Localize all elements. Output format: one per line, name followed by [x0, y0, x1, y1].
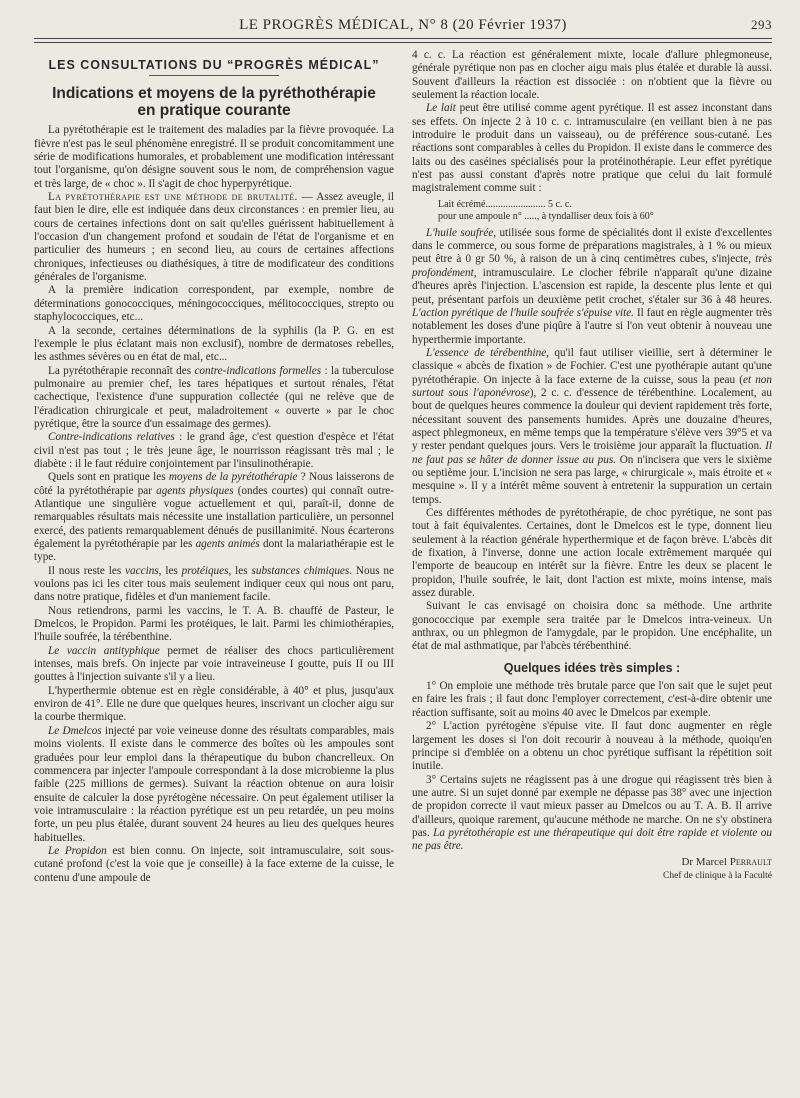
author-role: Chef de clinique à la Faculté: [663, 870, 772, 881]
recipe-formula: [412, 199, 772, 223]
article-title-line-1: Indications et moyens de la pyréthothérapie: [52, 85, 376, 103]
numbered-point: 1° On emploie une méthode très brutale parce que l'on sait que le sujet peut en faire les frais ; il faut donc l'employer correctement, c'est-à-dire obtenir une réaction suffisante, soit au moins 40 avec le Dmelcos par exemple.: [412, 680, 772, 719]
header-rule: [34, 38, 772, 43]
paragraph: Ces différentes méthodes de pyrétothérapie, de choc pyrétique, ne sont pas tout à fait équivalentes. Certaines, dont le Dmelcos est le type, donnent lieu seulement à la réaction générale hyperthermique et de façon brève. L'abcès dit de fixation, à l'inverse, donne une action locale extrêmement marquée qui l'emporte de beaucoup en intérêt sur la fièvre. Entre les deux se placent le propidon, l'huile soufrée, le lait, dont l'action est mixte, moins intense, mais assez durable.: [412, 507, 772, 600]
numbered-point: 2° L'action pyrétogène s'épuise vite. Il faut donc augmenter en règle largement les doses si l'on doit recourir à nouveau à la méthode, quoiqu'en principe si d'emblée on a obtenu un choc pyrétique suffisant la répétition soit inutile.: [412, 720, 772, 773]
paragraph: La pyrétothérapie est une méthode de brutalité. — Assez aveugle, il faut bien le dire, elle est indiquée dans deux circonstances : en premier lieu, au cours de certaines infections dont on sait qu'elles guérissent habituellement à l'occasion d'un changement profond et soudain de l'état de l'organisme et en particulier des humeurs ; en second lieu, au cours de certaines affections chroniques, infectieuses ou diathésiques, à titre de modificateur des conditions générales de l'organisme.: [34, 191, 394, 284]
paragraph: La pyrétothérapie est le traitement des maladies par la fièvre provoquée. La fièvre n'est pas le seul phénomène enregistré. Il se produit concomitamment une série de modifications humorales, et probablement une modification intéressant tout l'organisme, qu'on désigne souvent sous le nom, de compréhension vague et très large, de « choc ». Il s'agit de choc hyperpyrétique.: [34, 124, 394, 190]
paragraph: Le Propidon est bien connu. On injecte, soit intramusculaire, soit sous-cutané profond (c'est la voie que je conseille) à la face externe de la cuisse, le contenu d'une ampoule de: [34, 844, 394, 884]
numbered-point: 3° Certains sujets ne réagissent pas à une drogue qui réagissent très bien à une autre. Si un sujet donné par exemple ne dépasse pas 38° avec une injection de propidon correcte il vaut mieux passer au Dmelcos ou au T. A. B. Il arrive d'ailleurs, quoique rarement, qu'aucune méthode ne marche. On ne s'y obstinera pas. La pyrétothérapie est une thérapeutique qui doit être rapide et violente ou ne pas être.: [412, 773, 772, 853]
page-number: 293: [751, 17, 772, 32]
article-title: [34, 85, 394, 119]
paragraph: L'hyperthermie obtenue est en règle considérable, à 40° et plus, jusqu'aux environ de 41°. Elle ne dure que quelques heures, inscrivant un clocher aigu sur la courbe thermique.: [34, 684, 394, 724]
article-title-line-2: en pratique courante: [137, 102, 291, 120]
two-column-body: [34, 49, 772, 885]
author-signature: Dr Marcel Perrault: [681, 855, 772, 868]
paragraph: L'huile soufrée, utilisée sous forme de spécialités dont il existe d'excellentes dans le commerce, ou sous forme de préparations magistrales, à 1 % ou mieux peut être à 0 gr 50 %, à raison de un à cinq centimètres cubes, s'injecte, très profondément, intramusculaire. Le clocher fébrile n'apparaît qu'une dizaine d'heures après l'injection. L'ascension est rapide, la descente plus lente et qui peut, présentant parfois un deuxième petit crochet, s'étaler sur 36 à 48 heures. L'action pyrétique de l'huile soufrée s'épuise vite. Il faut en règle augmenter très notablement les doses d'une piqûre à l'autre si l'on veut obtenir à nouveau une hyperthermie importante.: [412, 226, 773, 346]
paragraph: Suivant le cas envisagé on choisira donc sa méthode. Une arthrite gonococcique par exemple sera traitée par le Dmelcos intra-veineux. Un anthrax, ou un phlegmon de l'amygdale, par le propidon. Une encéphalite, un état de mal asthmatique, par l'abcès térébenthiné.: [412, 600, 772, 653]
paragraph: La pyrétothérapie reconnaît des contre-indications formelles : la tuberculose pulmonaire au premier chef, les tares hépatiques et surtout rénales, l'état cachectique, l'existence d'une suppuration collectée (qui ne relève que de l'éradication chirurgicale et peut, maladroitement « ouverte » par le choc pyrétique, être la source d'un essaimage des germes).: [34, 364, 395, 430]
recipe-line: pour une ampoule n° ....., à tyndalliser deux fois à 60°: [438, 210, 654, 222]
section-heading: Quelques idées très simples :: [503, 660, 681, 675]
paragraph: Contre-indications relatives : le grand âge, c'est question d'espèce et l'état civil n'est pas tout ; le très jeune âge, le nourrisson réagissant très mal ; le diabète : il le faut réduire conjointement par l'insulinothérapie.: [34, 431, 394, 470]
paragraph: Le Dmelcos injecté par voie veineuse donne des résultats comparables, mais moins violents. Il existe dans le commerce des boîtes où les ampoules sont graduées pour leur emploi dans la thérapeutique du bubon chancrelleux. On commencera par injecter l'ampoule correspondant à la dose microbienne la plus faible (225 millions de germes). Suivant la réaction obtenue on aura loisir ensuite de calculer la dose pyrétogène nécessaire. On peut également utiliser la voie intramusculaire : la réaction pyrétique est un peu retardée, un peu moins forte, un peu plus étalée, durant souvent 24 heures au lieu des quelques heures habituelles.: [34, 724, 394, 844]
rubric-rule: [149, 75, 279, 76]
paragraph: Nous retiendrons, parmi les vaccins, le T. A. B. chauffé de Pasteur, le Dmelcos, le Propidon. Parmi les protéiques, le lait. Parmi les chimiothérapies, l'huile soufrée, la térébenthine.: [34, 604, 394, 644]
paragraph: L'essence de térébenthine, qu'il faut utiliser vieillie, sert à déterminer le classique « abcès de fixation » de Fochier. C'est une pyothérapie autant qu'une pyrétothérapie. On injecte à la face externe de la cuisse, sous la peau (et non surtout sous l'aponévrose), 2 c. c. d'essence de térébenthine. Localement, au bout de quelques heures commence la douleur qui devient rapidement très forte, nécessitant souvent des pansements humides. Après une douzaine d'heures, aspect phlegmoneux, en même temps que la température s'élève vers 39°5 et va y rester pendant quelques jours. Vers le troisième jour apparaît la fluctuation. Il ne faut pas se hâter de donner issue au pus. On n'incisera que vers le sixième ou septième jour. L'incision ne sera pas large, « chirurgicale », mais étroite et « mesquine ». Il y a intérêt même souvent à entretenir la suppuration un certain temps.: [412, 346, 772, 506]
paragraph: 4 c. c. La réaction est généralement mixte, locale d'allure phlegmoneuse, générale pyrétique non pas en clocher aigu mais plus étalée et durable là aussi. Souvent d'ailleurs la réaction est dissociée : on n'obtient que la fièvre ou seulement la réaction locale.: [412, 49, 772, 102]
paragraph: Il nous reste les vaccins, les protéiques, les substances chimiques. Nous ne voulons pas ici les citer tous mais seulement indiquer ceux qui nous ont paru, dans notre pratique, fidèles et d'un maniement facile.: [34, 564, 394, 604]
right-column: [412, 49, 772, 885]
paragraph: Quels sont en pratique les moyens de la pyrétothérapie ? Nous laisserons de côté la pyrétothérapie par agents physiques (ondes courtes) qui connaît outre-Atlantique une singulière vogue actuellement et qui, paraît-il, donne de remarquables résultats mais nécessite une installation particulière, un personnel exercé, des patients remarquablement dénués de pusillanimité. Nous écarterons également la pyrétothérapie par les agents animés dont la malariathérapie est le type.: [34, 471, 394, 564]
paragraph: A la seconde, certaines déterminations de la syphilis (la P. G. en est l'exemple le plus éclatant mais non exclusif), nombre de dermatoses rebelles, les asthmes sévères ou en état de mal, etc...: [34, 324, 394, 364]
running-head: [34, 0, 772, 34]
left-column: [34, 49, 394, 885]
rubric-heading: LES CONSULTATIONS DU “PROGRÈS MÉDICAL”: [48, 58, 380, 72]
paragraph: Le vaccin antityphique permet de réaliser des chocs particulièrement intenses, mais brefs. On injecte par voie intraveineuse I goutte, puis II ou III gouttes à l'injection suivante s'il y a lieu.: [34, 644, 394, 684]
paragraph-lead: La pyrétothérapie est une méthode de brutalité. —: [48, 191, 314, 204]
paragraph: A la première indication correspondent, par exemple, nombre de déterminations gonococciques, méningococciques, mélitococciques, strepto ou staphylococciques, etc...: [34, 284, 394, 324]
journal-title: LE PROGRÈS MÉDICAL, N° 8 (20 Février 1937): [239, 17, 567, 33]
paragraph: Le lait peut être utilisé comme agent pyrétique. Il est assez inconstant dans ses effets. On injecte 2 à 10 c. c. intramusculaire (en veillant bien à ne pas introduire le produit dans un vaisseau), ou de préférence sous-cutané. Les réactions sont comparables à celles du Propidon. Il existe dans le commerce des laits ou des caséines spécialisés pour la protéinothérapie. Leur effet pyrétique n'est pas aussi constant d'après notre pratique que celui du lait formulé magistralement comme suit :: [412, 102, 772, 195]
recipe-line: Lait écrémé........................ 5 c. c.: [438, 198, 572, 210]
